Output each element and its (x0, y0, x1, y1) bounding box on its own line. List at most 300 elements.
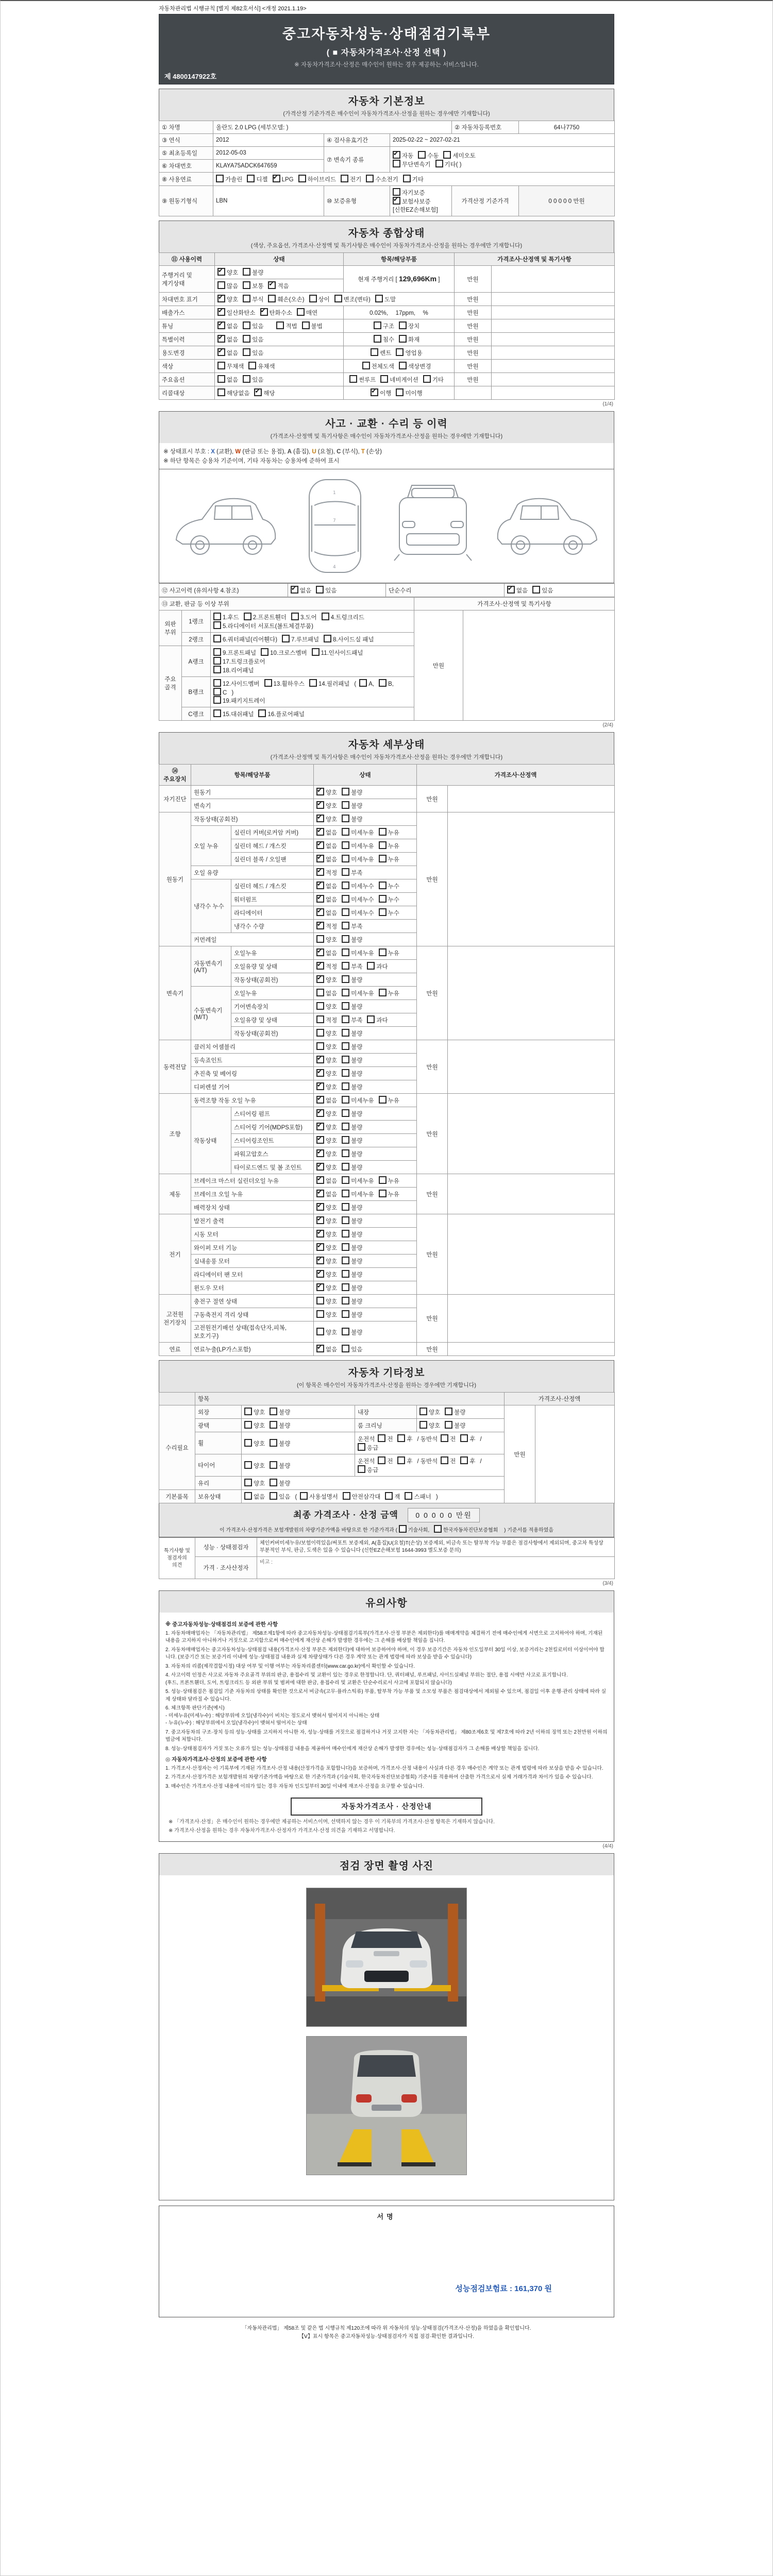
checkbox-option[interactable]: 없음 (244, 1492, 265, 1501)
checkbox[interactable] (396, 348, 404, 356)
checkbox-option[interactable]: ✔ 없음 (291, 586, 311, 595)
checkbox-option[interactable]: ✔ 양호 (316, 1203, 337, 1212)
checkbox[interactable] (342, 1310, 349, 1318)
checkbox-option[interactable]: 기타 (423, 375, 444, 384)
checkbox-option[interactable]: 불량 (342, 935, 362, 944)
checkbox-option[interactable]: ✔ 없음 (316, 841, 337, 850)
checkbox-option[interactable]: 19.패키지트레이 (213, 696, 265, 705)
checkbox-option[interactable]: 양호 (419, 1421, 440, 1430)
checkbox-option[interactable]: 있음 (243, 348, 263, 357)
checkbox-option[interactable]: 양호 (316, 1042, 337, 1051)
checkbox-option[interactable]: 불량 (342, 1082, 362, 1091)
checkbox[interactable] (342, 841, 349, 849)
checkbox[interactable] (342, 975, 349, 983)
checkbox[interactable] (374, 335, 381, 343)
checkbox[interactable] (342, 1257, 349, 1264)
checkbox-option[interactable]: 미세누유 (342, 1176, 374, 1185)
checkbox[interactable] (213, 688, 221, 696)
checkbox-option[interactable]: 불량 (342, 1042, 362, 1051)
checkbox[interactable] (244, 1408, 252, 1415)
checked-checkbox[interactable] (316, 841, 324, 849)
checked-checkbox[interactable] (316, 882, 324, 889)
checkbox[interactable] (342, 1123, 349, 1130)
checkbox-option[interactable]: 있음 (316, 586, 337, 595)
checkbox-option[interactable]: ✔ 양호 (316, 815, 337, 823)
checkbox[interactable] (342, 788, 349, 795)
checkbox[interactable] (399, 335, 407, 343)
checkbox-option[interactable]: 가솔린 (216, 175, 242, 183)
checkbox-option[interactable]: 불량 (342, 801, 362, 810)
checkbox-option[interactable]: 불량 (270, 1461, 290, 1470)
checkbox[interactable] (244, 1479, 252, 1486)
checkbox-option[interactable]: 구조 (374, 321, 394, 330)
checkbox-option[interactable]: ✔ 양호 (316, 1243, 337, 1252)
checkbox[interactable] (379, 841, 386, 849)
checkbox-option[interactable]: 무채색 (217, 362, 244, 370)
checkbox-option[interactable]: 전 (441, 1456, 456, 1465)
checkbox[interactable] (393, 160, 400, 167)
checkbox-option[interactable]: 불량 (342, 975, 362, 984)
checkbox[interactable] (291, 613, 299, 620)
checkbox[interactable] (342, 1297, 349, 1304)
checkbox[interactable] (244, 613, 251, 620)
checkbox[interactable] (261, 648, 268, 656)
checkbox-option[interactable]: 렌트 (371, 348, 391, 357)
checkbox-option[interactable]: 있음 (270, 1492, 290, 1501)
checkbox-option[interactable]: ✔ 양호 (316, 1082, 337, 1091)
checked-checkbox[interactable] (316, 815, 324, 822)
checkbox-option[interactable]: ✔ 양호 (316, 975, 337, 984)
checkbox-option[interactable]: ✔ 없음 (316, 948, 337, 957)
checkbox-option[interactable]: 미세누유 (342, 828, 374, 837)
checkbox-option[interactable]: 불량 (342, 1029, 362, 1038)
checked-checkbox[interactable] (316, 895, 324, 903)
checkbox[interactable] (217, 388, 225, 396)
checkbox-option[interactable]: ✔ 양호 (316, 1230, 337, 1239)
checked-checkbox[interactable] (217, 321, 225, 329)
checkbox-option[interactable]: 변조(변타) (334, 295, 371, 303)
checkbox-option[interactable]: 미세누유 (342, 1190, 374, 1198)
checked-checkbox[interactable] (393, 197, 400, 205)
checkbox-option[interactable]: 4.트렁크리드 (322, 613, 364, 621)
checked-checkbox[interactable] (316, 1176, 324, 1184)
checked-checkbox[interactable] (268, 281, 276, 289)
checkbox[interactable] (342, 1109, 349, 1117)
checkbox-option[interactable]: 불량 (270, 1408, 290, 1416)
checked-checkbox[interactable] (316, 1069, 324, 1077)
checkbox[interactable] (342, 1176, 349, 1184)
checkbox-option[interactable]: 기술사회, (399, 1525, 429, 1533)
checkbox-option[interactable]: ✔보험사보증 (393, 197, 431, 206)
checkbox-option[interactable]: ✔ 없음 (507, 586, 528, 595)
checkbox-option[interactable]: 침수 (374, 335, 394, 344)
checkbox-option[interactable]: 17.트렁크플로어 (213, 657, 265, 666)
checkbox-option[interactable]: 7.루브패널 (282, 635, 319, 643)
checkbox-option[interactable]: 있음 (532, 586, 553, 595)
checkbox[interactable] (435, 160, 443, 167)
checkbox[interactable] (445, 1421, 452, 1429)
checkbox-option[interactable]: 8.사이드실 패널 (324, 635, 374, 643)
checkbox[interactable] (309, 679, 317, 687)
checkbox-option[interactable]: 불량 (342, 1203, 362, 1212)
checkbox[interactable] (378, 1456, 385, 1464)
checkbox[interactable] (216, 175, 224, 182)
checkbox-option[interactable]: ✔ 없음 (217, 321, 238, 330)
checkbox-option[interactable]: ✔ 없음 (316, 1096, 337, 1105)
checked-checkbox[interactable] (316, 1243, 324, 1251)
checkbox[interactable] (243, 281, 250, 289)
checkbox[interactable] (358, 1443, 365, 1451)
checkbox[interactable] (322, 613, 329, 620)
checkbox[interactable] (316, 1297, 324, 1304)
checkbox-option[interactable]: 양호 (316, 1328, 337, 1336)
checkbox[interactable] (342, 1243, 349, 1251)
checkbox[interactable] (342, 1029, 349, 1037)
checkbox-option[interactable]: ✔ 없음 (316, 1176, 337, 1185)
checkbox[interactable] (362, 362, 370, 369)
checkbox[interactable] (341, 175, 348, 182)
checkbox[interactable] (243, 268, 250, 276)
checkbox-option[interactable]: 불량 (342, 1123, 362, 1131)
checkbox[interactable] (358, 1465, 365, 1473)
checkbox[interactable] (213, 621, 221, 629)
checkbox-option[interactable]: 화재 (399, 335, 419, 344)
checkbox-option[interactable]: ✔ 없음 (316, 855, 337, 863)
checkbox-option[interactable]: 불량 (342, 1243, 362, 1252)
checkbox-option[interactable]: 불량 (445, 1408, 465, 1416)
checkbox-option[interactable]: 양호 (316, 1310, 337, 1319)
checkbox[interactable] (213, 648, 221, 656)
checkbox-option[interactable]: 한국자동차진단보증협회 (434, 1525, 498, 1533)
checkbox-option[interactable]: 14.필러패널 (309, 679, 349, 688)
checkbox-option[interactable]: 미세누유 (342, 841, 374, 850)
checkbox-option[interactable]: B, (379, 679, 394, 687)
checkbox[interactable] (244, 1492, 252, 1500)
checkbox[interactable] (423, 375, 431, 383)
checkbox-option[interactable]: 5.라디에이터 서포트(볼트체결부품) (213, 621, 313, 630)
checkbox-option[interactable]: ✔ 없음 (217, 335, 238, 344)
checkbox[interactable] (302, 321, 310, 329)
checkbox[interactable] (379, 1190, 386, 1197)
checkbox[interactable] (297, 308, 305, 316)
checkbox[interactable] (244, 1461, 252, 1469)
checkbox-option[interactable]: 누유 (379, 1176, 399, 1185)
checkbox-option[interactable]: 양호 (244, 1408, 265, 1416)
checkbox-option[interactable]: 누유 (379, 855, 399, 863)
checkbox-option[interactable]: C (213, 688, 227, 696)
checked-checkbox[interactable] (316, 1136, 324, 1144)
checkbox[interactable] (375, 295, 383, 302)
checkbox-option[interactable]: 후 (460, 1434, 475, 1443)
checkbox-option[interactable]: 도말 (375, 295, 396, 303)
checkbox-option[interactable]: 3.도어 (291, 613, 317, 621)
checkbox-option[interactable]: 누수 (379, 882, 399, 890)
checkbox-option[interactable]: 많음 (217, 281, 238, 290)
checkbox[interactable] (342, 948, 349, 956)
checkbox[interactable] (270, 1421, 277, 1429)
checked-checkbox[interactable] (316, 975, 324, 983)
checkbox-option[interactable]: 미세누수 (342, 882, 374, 890)
checkbox-option[interactable]: 불량 (270, 1439, 290, 1448)
checkbox-option[interactable]: 불량 (270, 1479, 290, 1487)
checkbox[interactable] (380, 375, 388, 383)
checkbox[interactable] (399, 1525, 407, 1533)
checkbox-option[interactable]: 불량 (342, 1149, 362, 1158)
checkbox-option[interactable]: 네비게이션 (380, 375, 418, 384)
checkbox-option[interactable]: 11.인사이드패널 (312, 648, 363, 657)
checkbox[interactable] (324, 635, 331, 642)
checked-checkbox[interactable] (316, 1230, 324, 1238)
checkbox-option[interactable]: 6.쿼터패널(리어휀다) (213, 635, 277, 643)
checkbox-option[interactable]: 전 (378, 1456, 393, 1465)
checkbox-option[interactable]: ✔ 없음 (217, 348, 238, 357)
checked-checkbox[interactable] (316, 922, 324, 929)
checkbox[interactable] (282, 635, 290, 642)
checkbox[interactable] (379, 895, 386, 903)
checkbox-option[interactable]: 양호 (244, 1439, 265, 1448)
checkbox[interactable] (393, 188, 400, 196)
checkbox[interactable] (316, 1029, 324, 1037)
checkbox[interactable] (247, 175, 255, 182)
checkbox-option[interactable]: 있음 (342, 1345, 362, 1353)
checkbox-option[interactable]: 적정 (316, 1015, 337, 1024)
checkbox[interactable] (342, 962, 349, 970)
checkbox[interactable] (300, 1492, 308, 1500)
checkbox[interactable] (270, 1408, 277, 1415)
checkbox-option[interactable]: 있음 (243, 335, 263, 344)
checkbox[interactable] (342, 1136, 349, 1144)
checkbox-option[interactable]: 불량 (342, 1257, 362, 1265)
checkbox-option[interactable]: 수동 (418, 151, 439, 160)
checkbox-option[interactable]: 미세누수 (342, 908, 374, 917)
checkbox-option[interactable]: 기타 (403, 175, 424, 183)
checkbox-option[interactable]: ✔ 양호 (316, 1257, 337, 1265)
signature-box[interactable] (159, 2206, 614, 2317)
checked-checkbox[interactable] (507, 586, 515, 594)
checkbox[interactable] (342, 882, 349, 889)
checked-checkbox[interactable] (291, 586, 298, 594)
checkbox[interactable] (399, 321, 407, 329)
checkbox-option[interactable]: 미세누수 (342, 895, 374, 904)
checkbox[interactable] (342, 1002, 349, 1010)
checkbox-option[interactable]: 전체도색 (362, 362, 394, 370)
checkbox-option[interactable]: 15.대쉬패널 (213, 709, 254, 718)
checkbox[interactable] (270, 1461, 277, 1469)
checkbox[interactable] (441, 1456, 448, 1464)
checkbox-option[interactable]: 미세누유 (342, 1096, 374, 1105)
checkbox-option[interactable]: 전 (441, 1434, 456, 1443)
checkbox-option[interactable]: 세미오토 (443, 151, 475, 160)
checkbox[interactable] (342, 1190, 349, 1197)
checked-checkbox[interactable] (316, 962, 324, 970)
checked-checkbox[interactable] (316, 1096, 324, 1104)
checkbox-option[interactable]: ✔ 없음 (316, 882, 337, 890)
checkbox[interactable] (374, 321, 381, 329)
checkbox-option[interactable]: 응급 (358, 1443, 378, 1452)
checkbox[interactable] (213, 657, 221, 665)
checkbox-option[interactable]: 상이 (309, 295, 330, 303)
checkbox-option[interactable]: 불량 (342, 1283, 362, 1292)
checkbox-option[interactable]: ✔ 양호 (316, 1123, 337, 1131)
checkbox-option[interactable]: 누유 (379, 948, 399, 957)
checkbox[interactable] (342, 1149, 349, 1157)
checkbox[interactable] (213, 709, 221, 717)
checkbox-option[interactable]: ✔ 양호 (316, 1270, 337, 1279)
checkbox[interactable] (264, 679, 272, 687)
checkbox[interactable] (243, 348, 250, 356)
checkbox-option[interactable]: 불량 (342, 1216, 362, 1225)
checkbox-option[interactable]: 부족 (342, 922, 362, 930)
checkbox[interactable] (316, 1002, 324, 1010)
checkbox[interactable] (342, 1096, 349, 1104)
checkbox-option[interactable]: ✔ 양호 (316, 1069, 337, 1078)
checked-checkbox[interactable] (316, 1082, 324, 1090)
checkbox-option[interactable]: 하이브리드 (298, 175, 337, 183)
checkbox-option[interactable]: 응급 (358, 1465, 378, 1474)
checkbox-option[interactable]: 없음 (217, 375, 238, 384)
checkbox[interactable] (342, 828, 349, 836)
checked-checkbox[interactable] (316, 801, 324, 809)
checkbox-option[interactable]: 13.휠하우스 (264, 679, 305, 688)
checkbox-option[interactable]: 불량 (342, 1297, 362, 1306)
checkbox-option[interactable]: 미세누유 (342, 855, 374, 863)
checkbox-option[interactable]: 부족 (342, 962, 362, 971)
checkbox[interactable] (367, 1015, 375, 1023)
checkbox[interactable] (213, 679, 221, 687)
checkbox-option[interactable]: 12.사이드멤버 (213, 679, 260, 688)
checkbox-option[interactable]: 불량 (243, 268, 263, 277)
checkbox-option[interactable]: 불량 (342, 1328, 362, 1336)
checkbox[interactable] (342, 895, 349, 903)
checkbox[interactable] (342, 815, 349, 822)
checkbox[interactable] (342, 1216, 349, 1224)
checkbox-option[interactable]: 과다 (367, 962, 388, 971)
checkbox-option[interactable]: ✔ 양호 (316, 1109, 337, 1118)
checkbox[interactable] (342, 1069, 349, 1077)
checkbox-option[interactable]: 불량 (342, 1136, 362, 1145)
checkbox-option[interactable]: 누유 (379, 989, 399, 997)
checked-checkbox[interactable] (217, 348, 225, 356)
checkbox-option[interactable]: ✔ 양호 (316, 1163, 337, 1172)
checked-checkbox[interactable] (316, 1257, 324, 1264)
checkbox-option[interactable]: 과다 (367, 1015, 388, 1024)
checkbox-option[interactable]: 수소전기 (366, 175, 398, 183)
checkbox[interactable] (434, 1525, 442, 1533)
checkbox-option[interactable]: ✔ 해당 (254, 388, 275, 397)
checkbox-option[interactable]: 누수 (379, 895, 399, 904)
checkbox-option[interactable]: ✔ 양호 (217, 295, 238, 303)
checked-checkbox[interactable] (260, 308, 268, 316)
checked-checkbox[interactable] (217, 295, 225, 302)
checked-checkbox[interactable] (316, 1345, 324, 1352)
checkbox-option[interactable]: 사용설명서 (300, 1492, 338, 1501)
checkbox[interactable] (532, 586, 540, 594)
checkbox[interactable] (385, 1492, 393, 1500)
checkbox[interactable] (371, 348, 378, 356)
checkbox-option[interactable]: 있음 (243, 375, 263, 384)
checked-checkbox[interactable] (316, 1283, 324, 1291)
checkbox[interactable] (396, 388, 404, 396)
checkbox-option[interactable]: 디젤 (247, 175, 267, 183)
checkbox-option[interactable]: ✔ 양호 (316, 1149, 337, 1158)
checkbox-option[interactable]: ✔ 없음 (316, 1190, 337, 1198)
checkbox[interactable] (342, 868, 349, 876)
checkbox-option[interactable]: 양호 (316, 1029, 337, 1038)
checkbox[interactable] (397, 1456, 405, 1464)
checkbox-option[interactable]: A, (359, 679, 374, 687)
checkbox[interactable] (342, 1328, 349, 1335)
checkbox[interactable] (379, 989, 386, 996)
checkbox[interactable] (342, 1042, 349, 1050)
checkbox-option[interactable]: 유채색 (248, 362, 275, 370)
checkbox-option[interactable]: 9.프론트패널 (213, 648, 256, 657)
checkbox[interactable] (379, 1096, 386, 1104)
checkbox-option[interactable]: 불량 (445, 1421, 465, 1430)
checkbox[interactable] (367, 962, 375, 970)
checkbox-option[interactable]: 불량 (342, 1230, 362, 1239)
checked-checkbox[interactable] (371, 388, 378, 396)
checkbox-option[interactable]: 부식 (243, 295, 263, 303)
checked-checkbox[interactable] (316, 1123, 324, 1130)
checkbox[interactable] (342, 1056, 349, 1063)
checkbox-option[interactable]: 스패너 (405, 1492, 431, 1501)
checkbox[interactable] (316, 935, 324, 943)
checkbox-option[interactable]: ✔자동 (393, 151, 413, 160)
checked-checkbox[interactable] (316, 1270, 324, 1278)
checkbox[interactable] (244, 1421, 252, 1429)
checkbox[interactable] (342, 922, 349, 929)
checkbox[interactable] (270, 1492, 277, 1500)
checkbox[interactable] (379, 948, 386, 956)
checkbox-option[interactable]: 불량 (342, 1310, 362, 1319)
checkbox[interactable] (419, 1408, 427, 1415)
checkbox-option[interactable]: ✔ 없음 (316, 1345, 337, 1353)
checkbox-option[interactable]: 누유 (379, 1190, 399, 1198)
checkbox[interactable] (359, 679, 367, 687)
checkbox-option[interactable]: 부족 (342, 868, 362, 877)
checkbox[interactable] (379, 1176, 386, 1184)
checkbox[interactable] (342, 1283, 349, 1291)
checkbox-option[interactable]: ✔ 일산화탄소 (217, 308, 256, 317)
checkbox[interactable] (342, 1203, 349, 1211)
checked-checkbox[interactable] (217, 308, 225, 316)
checkbox[interactable] (460, 1434, 468, 1442)
checkbox-option[interactable]: 장치 (399, 321, 419, 330)
checkbox[interactable] (342, 801, 349, 809)
checkbox-option[interactable]: ✔ 탄화수소 (260, 308, 292, 317)
checkbox[interactable] (342, 855, 349, 862)
checkbox-option[interactable]: 후 (397, 1456, 412, 1465)
checkbox-option[interactable]: 불량 (342, 1069, 362, 1078)
checkbox[interactable] (243, 335, 250, 343)
checkbox-option[interactable]: ✔ 이행 (371, 388, 391, 397)
checked-checkbox[interactable] (393, 151, 400, 159)
checkbox[interactable] (405, 1492, 412, 1500)
checkbox-option[interactable]: 1.후드 (213, 613, 239, 621)
checked-checkbox[interactable] (217, 335, 225, 343)
checkbox[interactable] (312, 648, 320, 656)
checkbox-option[interactable]: 썬루프 (349, 375, 376, 384)
checkbox-option[interactable]: 미이행 (396, 388, 422, 397)
checkbox[interactable] (258, 709, 266, 717)
checked-checkbox[interactable] (316, 855, 324, 862)
checkbox[interactable] (316, 1015, 324, 1023)
checkbox-option[interactable]: 양호 (316, 935, 337, 944)
checkbox-option[interactable]: ✔ 양호 (316, 801, 337, 810)
checkbox[interactable] (379, 882, 386, 889)
checkbox-option[interactable]: ✔ 적정 (316, 868, 337, 877)
checkbox[interactable] (342, 1163, 349, 1171)
